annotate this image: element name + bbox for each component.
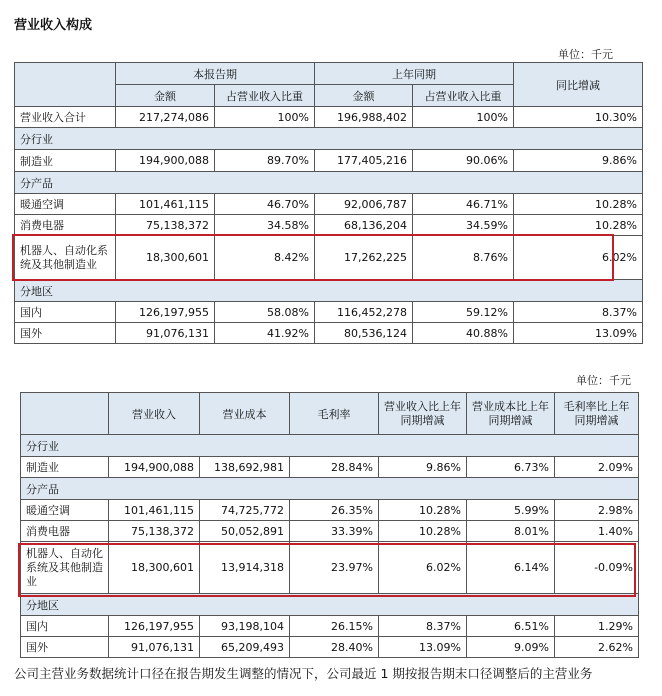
header-prior-period: 上年同期 [315, 63, 514, 85]
table-row: 制造业 194,900,088 89.70% 177,405,216 90.06% 9.86% [15, 150, 643, 172]
header-prev-ratio: 占营业收入比重 [413, 85, 514, 107]
section-row: 分产品 [15, 172, 643, 194]
table-row: 暖通空调 101,461,115 74,725,772 26.35% 10.28% 5.99% 2.98% [21, 500, 639, 521]
header-cur-ratio: 占营业收入比重 [215, 85, 315, 107]
section-row: 分产品 [21, 478, 639, 500]
table-row: 国外 91,076,131 65,209,493 28.40% 13.09% 9.09% 2.62% [21, 637, 639, 658]
header-revenue: 营业收入 [109, 393, 200, 435]
section-row: 分地区 [21, 594, 639, 616]
header-margin-yoy: 毛利率比上年同期增减 [555, 393, 639, 435]
header-margin: 毛利率 [290, 393, 379, 435]
table-row: 暖通空调 101,461,115 46.70% 92,006,787 46.71% 10.28% [15, 194, 643, 215]
section-row: 分地区 [15, 280, 643, 302]
header-prev-amount: 金额 [315, 85, 413, 107]
section-row: 分行业 [21, 435, 639, 457]
header-cost: 营业成本 [200, 393, 290, 435]
unit-label-1: 单位：千元 [558, 48, 613, 61]
section-title: 营业收入构成 [14, 18, 93, 33]
table-row-highlighted: 机器人、自动化系统及其他制造业 18,300,601 13,914,318 23.97% 6.02% 6.14% -0.09% [21, 542, 639, 594]
table-row: 制造业 194,900,088 138,692,981 28.84% 9.86% 6.73% 2.09% [21, 457, 639, 478]
table-row: 消费电器 75,138,372 34.58% 68,136,204 34.59% 10.28% [15, 215, 643, 236]
header-blank [21, 393, 109, 435]
header-rev-yoy: 营业收入比上年同期增减 [379, 393, 467, 435]
table-row: 国内 126,197,955 93,198,104 26.15% 8.37% 6.51% 1.29% [21, 616, 639, 637]
footer-note: 公司主营业务数据统计口径在报告期发生调整的情况下，公司最近 1 期按报告期末口径调整后的主营业务 [14, 666, 593, 681]
header-cost-yoy: 营业成本比上年同期增减 [467, 393, 555, 435]
header-cur-amount: 金额 [116, 85, 215, 107]
table-row: 国外 91,076,131 41.92% 80,536,124 40.88% 13.09% [15, 323, 643, 344]
header-blank [15, 63, 116, 107]
section-row: 分行业 [15, 128, 643, 150]
revenue-composition-table [14, 62, 643, 344]
unit-label-2: 单位：千元 [576, 374, 631, 387]
header-yoy: 同比增减 [514, 63, 643, 107]
table-row: 消费电器 75,138,372 50,052,891 33.39% 10.28% 8.01% 1.40% [21, 521, 639, 542]
header-current-period: 本报告期 [116, 63, 315, 85]
table-row: 国内 126,197,955 58.08% 116,452,278 59.12% 8.37% [15, 302, 643, 323]
table-row-total: 营业收入合计 217,274,086 100% 196,988,402 100% 10.30% [15, 107, 643, 128]
segment-margin-table [20, 392, 639, 658]
table-row-highlighted: 机器人、自动化系统及其他制造业 18,300,601 8.42% 17,262,225 8.76% 6.02% [15, 236, 643, 280]
